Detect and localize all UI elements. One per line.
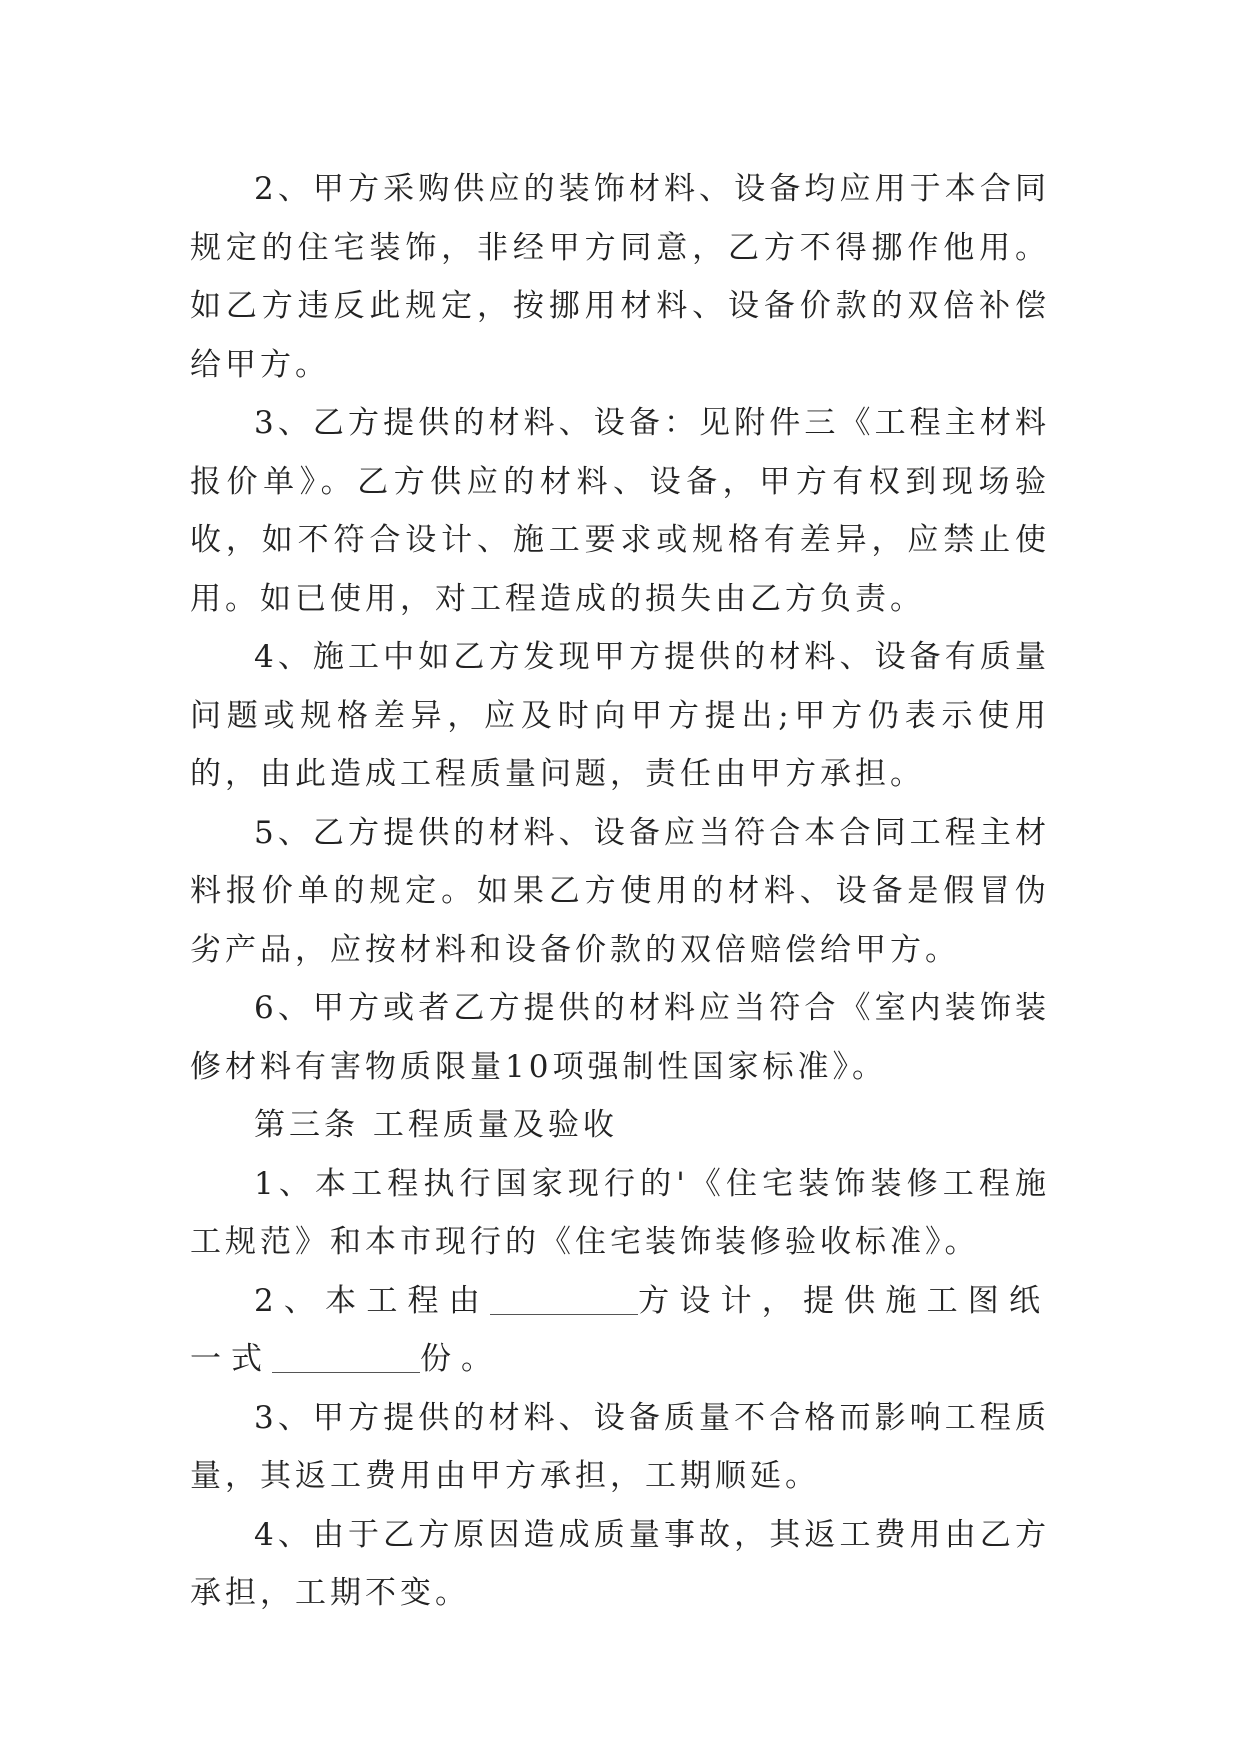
document-body	[190, 160, 1050, 1623]
clause-paragraph: 4、施工中如乙方发现甲方提供的材料、设备有质量问题或规格差异，应及时向甲方提出;甲方仍表示使用的，由此造成工程质量问题，责任由甲方承担。	[190, 639, 1050, 792]
clause-paragraph: 3、甲方提供的材料、设备质量不合格而影响工程质量，其返工费用由甲方承担，工期顺延。	[190, 1399, 1050, 1494]
clause-paragraph: 1、本工程执行国家现行的'《住宅装饰装修工程施工规范》和本市现行的《住宅装饰装修验收标准》。	[190, 1165, 1050, 1260]
clause-paragraph: 5、乙方提供的材料、设备应当符合本合同工程主材料报价单的规定。如果乙方使用的材料、设备是假冒伪劣产品，应按材料和设备价款的双倍赔偿给甲方。	[190, 814, 1050, 968]
section-heading: 第三条 工程质量及验收	[254, 1107, 618, 1143]
design-clause-text-1: 2、本工程由	[254, 1282, 490, 1319]
design-clause-text-3: 份。	[420, 1341, 502, 1377]
clause-paragraph: 3、乙方提供的材料、设备：见附件三《工程主材料报价单》。乙方供应的材料、设备，甲方有权到现场验收，如不符合设计、施工要求或规格有差异，应禁止使用。如已使用，对工程造成的损失由乙方负责。	[190, 405, 1050, 617]
design-clause-text-2: 方设计，提供施工图纸一式	[190, 1282, 1050, 1377]
copies-blank-field[interactable]	[272, 1341, 420, 1373]
clause-paragraph: 2、甲方采购供应的装饰材料、设备均应用于本合同规定的住宅装饰，非经甲方同意，乙方不得挪作他用。如乙方违反此规定，按挪用材料、设备价款的双倍补偿给甲方。	[190, 171, 1050, 383]
designer-blank-field[interactable]	[490, 1283, 638, 1315]
clause-paragraph: 4、由于乙方原因造成质量事故，其返工费用由乙方承担，工期不变。	[190, 1516, 1050, 1611]
clause-paragraph: 6、甲方或者乙方提供的材料应当符合《室内装饰装修材料有害物质限量10项强制性国家标准》。	[190, 990, 1050, 1085]
design-clause-paragraph	[190, 1272, 1050, 1389]
